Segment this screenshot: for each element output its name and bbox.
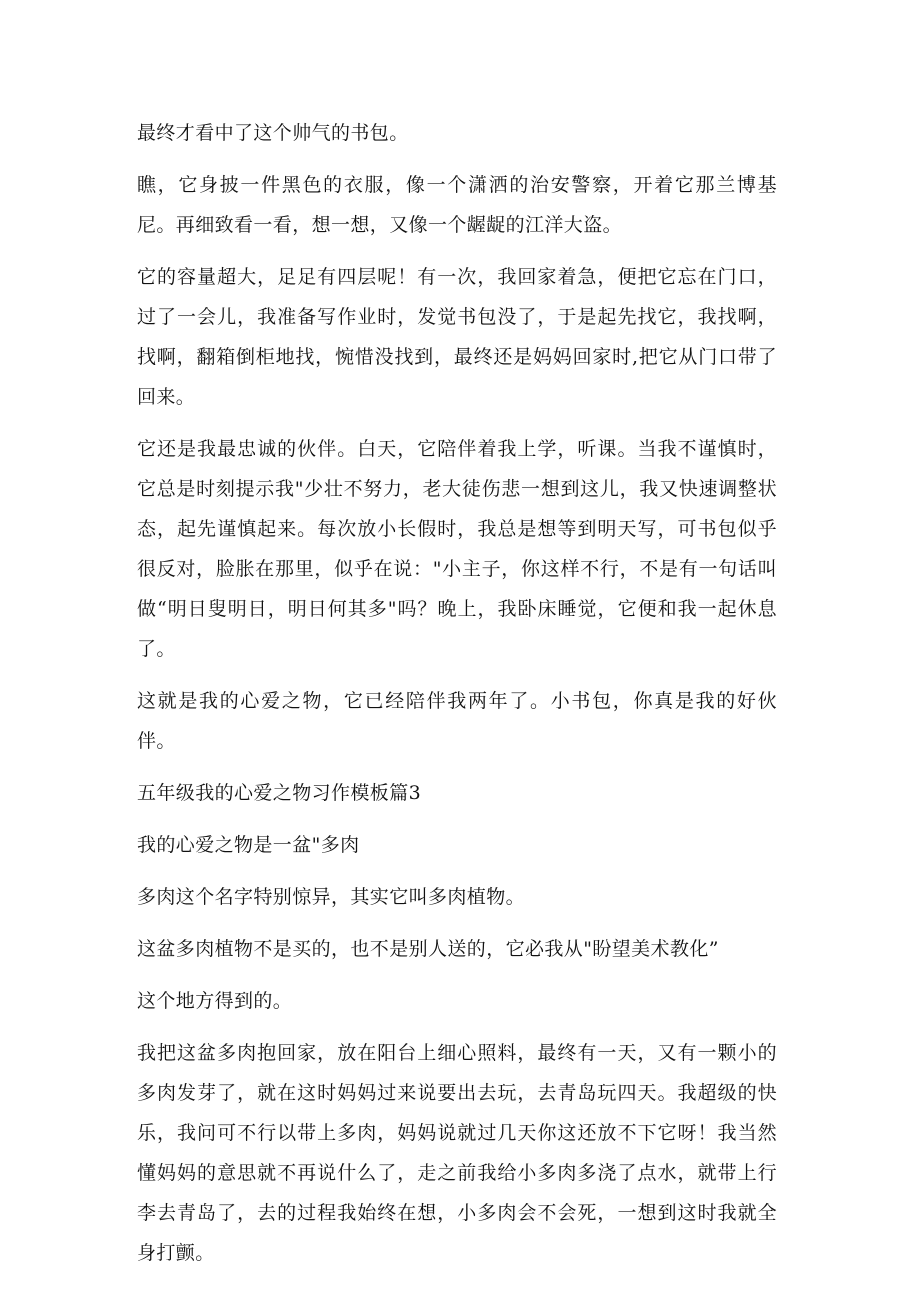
paragraph: 瞧，它身披一件黑色的衣服，像一个潇洒的治安警察，开着它那兰博基尼。再细致看一看，想一想，又像一个龌龊的江洋大盗。 [137, 174, 777, 236]
paragraph: 最终才看中了这个帅气的书包。 [137, 122, 409, 144]
paragraph: 它的容量超大，足足有四层呢！有一次，我回家着急，便把它忘在门口，过了一会儿，我准备写作业时，发觉书包没了，于是起先找它，我找啊，找啊，翻箱倒柜地找，惋惜没找到，最终还是妈妈回家时,把它从门口带了回来。 [137, 266, 777, 408]
paragraph: 我把这盆多肉抱回家，放在阳台上细心照料，最终有一天，又有一颗小的多肉发芽了，就在这时妈妈过来说要出去玩，去青岛玩四天。我超级的快乐，我问可不行以带上多肉，妈妈说就过几天你这还放不下它呀！我当然懂妈妈的意思就不再说什么了，走之前我给小多肉多浇了点水，就带上行李去青岛了，去的过程我始终在想，小多肉会不会死，一想到这时我就全身打颤。 [137, 1042, 777, 1264]
paragraph: 多肉这个名字特别惊异，其实它叫多肉植物。 [137, 886, 526, 908]
paragraph: 这盆多肉植物不是买的，也不是别人送的，它必我从"盼望美术教化” [137, 938, 719, 960]
paragraph: 它还是我最忠诚的伙伴。白天，它陪伴着我上学，听课。当我不谨慎时，它总是时刻提示我"少壮不努力，老大徒伤悲一想到这儿，我又快速调整状态，起先谨慎起来。每次放小长假时，我总是想等到明天写，可书包似乎很反对，脸胀在那里，似乎在说："小主子，你这样不行，不是有一句话叫做“明日叟明日，明日何其多"吗？晚上，我卧床睡觉，它便和我一起休息了。 [137, 438, 777, 660]
paragraph: 我的心爱之物是一盆"多肉 [137, 834, 360, 856]
paragraph: 这就是我的心爱之物，它已经陪伴我两年了。小书包，你真是我的好伙伴。 [137, 690, 777, 752]
document-body [137, 113, 777, 1285]
paragraph: 这个地方得到的。 [137, 990, 293, 1012]
section-heading: 五年级我的心爱之物习作模板篇3 [137, 782, 422, 804]
